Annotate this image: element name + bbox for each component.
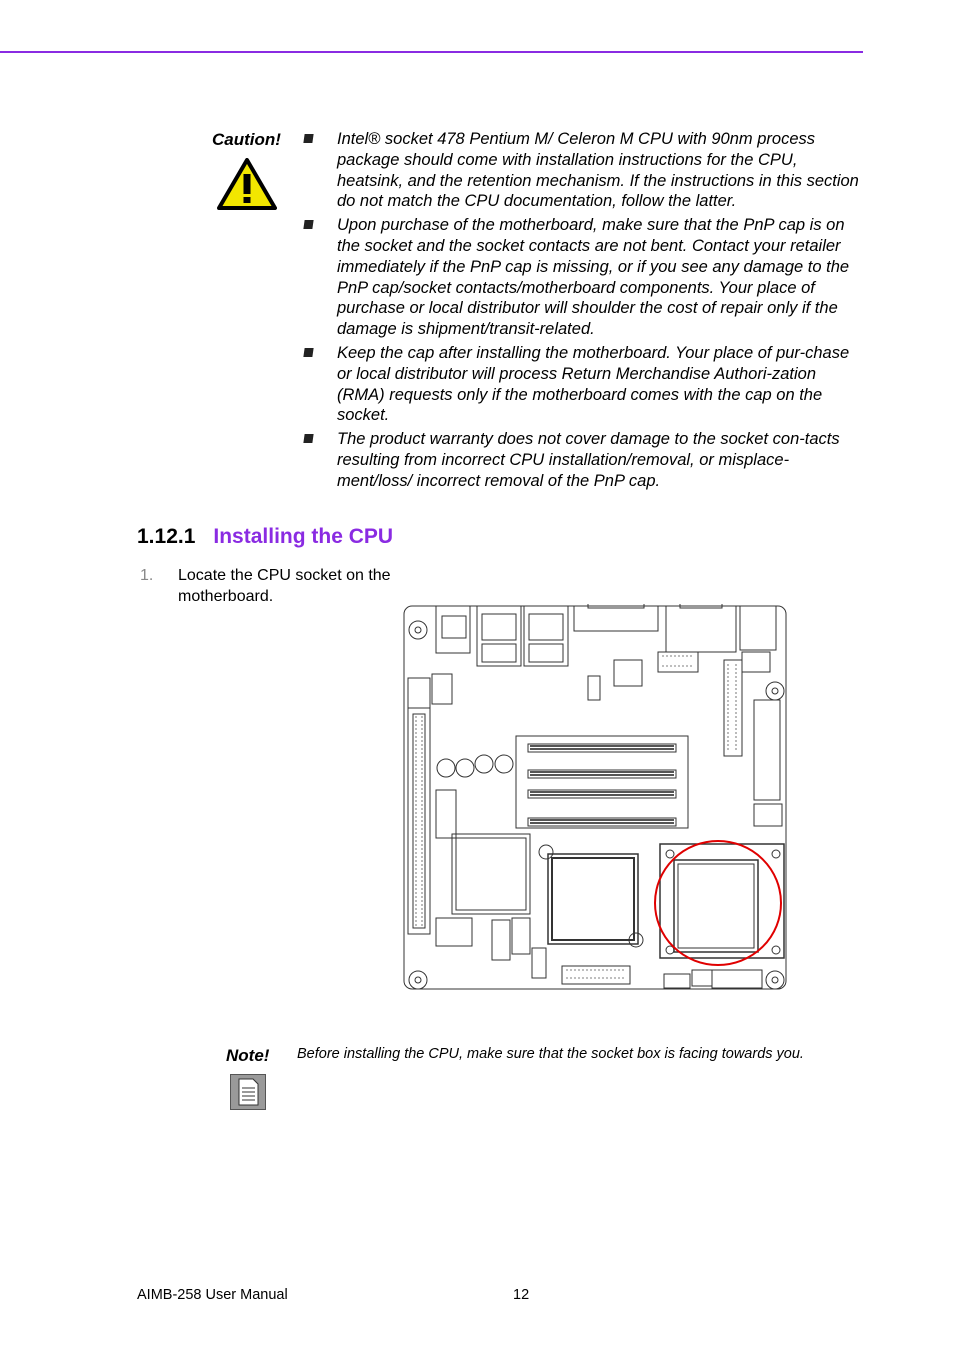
step-text: Locate the CPU socket on the motherboard. xyxy=(178,567,391,605)
caution-item: The product warranty does not cover damage to the socket con-tacts resulting from incorrect CPU installation/removal, or misplace-ment/loss/ incorrect removal of the PnP cap. xyxy=(300,429,860,491)
square-bullet-icon xyxy=(303,434,313,443)
caution-list xyxy=(300,129,860,495)
section-heading xyxy=(137,525,393,549)
motherboard-diagram xyxy=(402,604,788,992)
square-bullet-icon xyxy=(303,348,313,357)
footer-manual-name: AIMB-258 User Manual xyxy=(137,1287,288,1303)
note-label: Note! xyxy=(226,1046,270,1065)
caution-item: Upon purchase of the motherboard, make sure that the PnP cap is on the socket and the socket contacts are not bent. Contact your retailer immediately if the PnP cap is missing, or if you see any damage to the PnP cap/socket contacts/motherboard components. Your place of purchase or local distributor will shoulder the cost of repair only if the damage is shipment/transit-related. xyxy=(300,215,860,340)
square-bullet-icon xyxy=(303,220,313,229)
footer-page-number: 12 xyxy=(513,1287,530,1303)
step-number: 1. xyxy=(140,567,154,584)
warning-triangle-icon xyxy=(217,158,277,210)
note-document-icon xyxy=(230,1074,266,1110)
caution-label: Caution! xyxy=(212,130,281,149)
header-rule xyxy=(0,51,863,53)
section-number: 1.12.1 xyxy=(137,525,196,548)
square-bullet-icon xyxy=(303,134,313,143)
caution-item: Keep the cap after installing the motherboard. Your place of pur-chase or local distributor will process Return Merchandise Authori-zation (RMA) requests only if the motherboard comes with the cap on the socket. xyxy=(300,343,860,426)
note-text: Before installing the CPU, make sure that the socket box is facing towards you. xyxy=(297,1046,804,1062)
step-item xyxy=(140,565,400,607)
section-title: Installing the CPU xyxy=(213,525,394,548)
caution-item: Intel® socket 478 Pentium M/ Celeron M CPU with 90nm process package should come with installation instructions for the CPU, heatsink, and the retention mechanism. If the instructions in this section do not match the CPU documentation, follow the latter. xyxy=(300,129,860,212)
